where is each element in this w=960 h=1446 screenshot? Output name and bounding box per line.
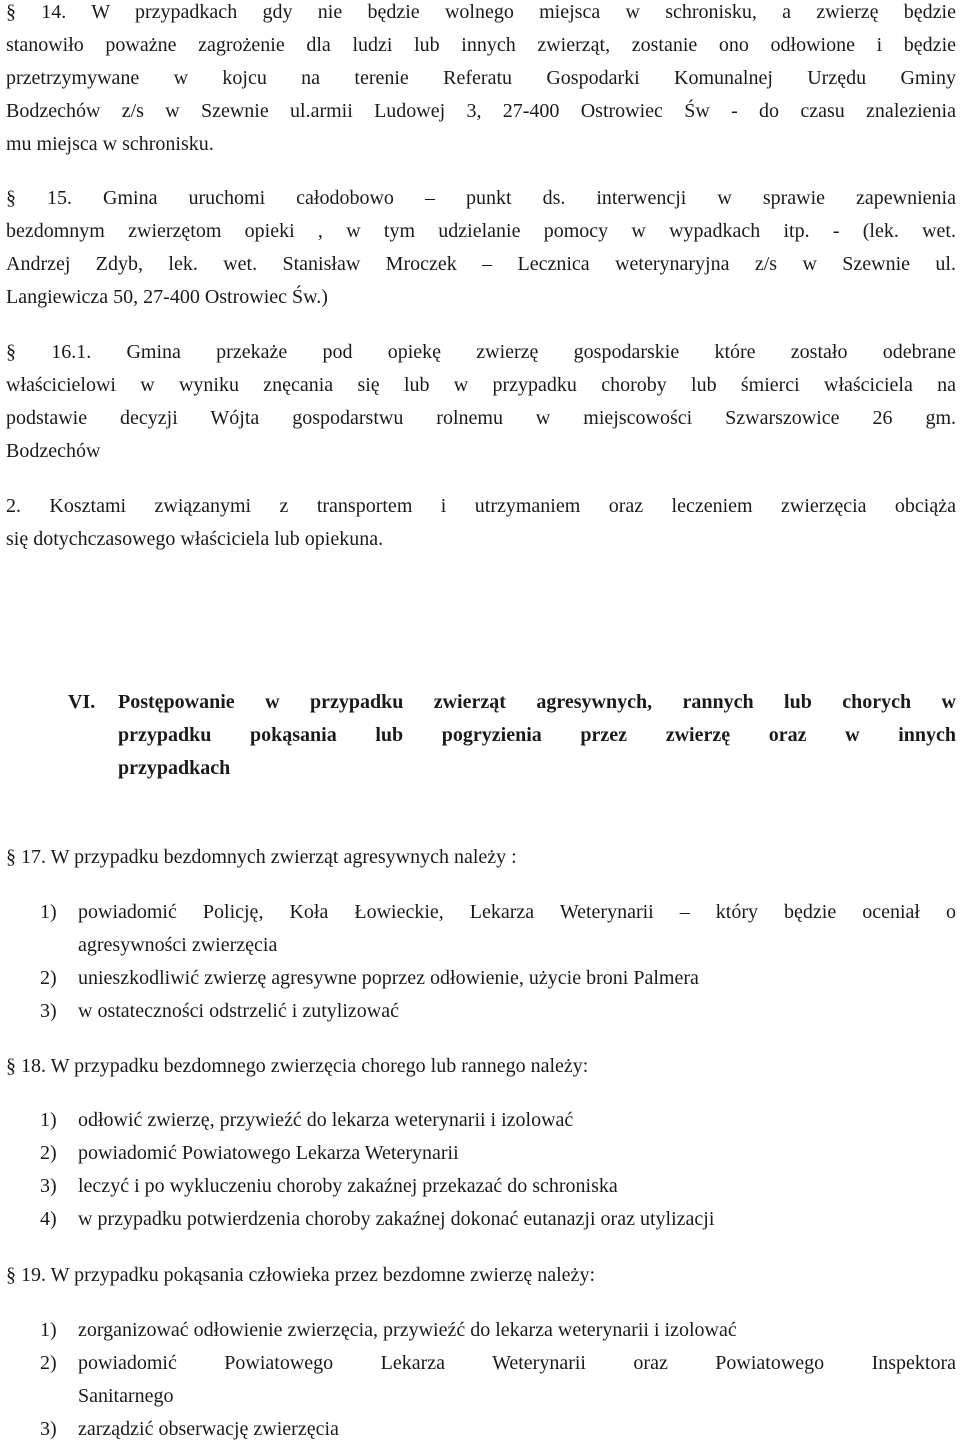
list-item — [40, 1347, 956, 1413]
paragraph-line: Langiewicza 50, 27-400 Ostrowiec Św.) — [6, 286, 328, 308]
section-number: VI. — [68, 691, 96, 713]
paragraph-line: przetrzymywane w kojcu na terenie Referatu Gospodarki Komunalnej Urzędu Gminy — [6, 67, 956, 89]
list-line: odłowić zwierzę, przywieźć do lekarza weterynarii i izolować — [78, 1109, 574, 1131]
list-18 — [40, 1104, 956, 1236]
list-line: zarządzić obserwację zwierzęcia — [78, 1418, 339, 1440]
list-17 — [40, 896, 956, 1028]
list-line: powiadomić Policję, Koła Łowieckie, Lekarza Weterynarii – który będzie oceniał o — [78, 901, 956, 923]
paragraph-16-2 — [6, 490, 956, 556]
paragraph-17-intro — [6, 841, 956, 874]
paragraph-line: podstawie decyzji Wójta gospodarstwu rolnemu w miejscowości Szwarszowice 26 gm. — [6, 407, 956, 429]
list-marker: 3) — [40, 1000, 57, 1022]
list-item — [40, 1137, 956, 1170]
paragraph-line: bezdomnym zwierzętom opieki , w tym udzielanie pomocy w wypadkach itp. - (lek. wet. — [6, 220, 956, 242]
paragraph-line: § 19. W przypadku pokąsania człowieka przez bezdomne zwierzę należy: — [6, 1264, 595, 1286]
list-item — [40, 1413, 956, 1446]
paragraph-line: właścicielowi w wyniku znęcania się lub w przypadku choroby lub śmierci właściciela na — [6, 374, 956, 396]
list-item — [40, 1203, 956, 1236]
list-line: powiadomić Powiatowego Lekarza Weterynarii — [78, 1142, 459, 1164]
list-line: w przypadku potwierdzenia choroby zakaźnej dokonać eutanazji oraz utylizacji — [78, 1208, 715, 1230]
paragraph-line: Bodzechów — [6, 440, 101, 462]
paragraph-line: § 16.1. Gmina przekaże pod opiekę zwierzę gospodarskie które zostało odebrane — [6, 341, 956, 363]
list-item — [40, 896, 956, 962]
section-vi-heading — [68, 686, 956, 785]
heading-line: przypadku pokąsania lub pogryzienia przez zwierzę oraz w innych — [118, 724, 956, 746]
list-line: zorganizować odłowienie zwierzęcia, przywieźć do lekarza weterynarii i izolować — [78, 1319, 737, 1341]
heading-line: Postępowanie w przypadku zwierząt agresywnych, rannych lub chorych w — [118, 691, 956, 713]
list-line: Sanitarnego — [78, 1385, 174, 1407]
paragraph-line: Bodzechów z/s w Szewnie ul.armii Ludowej 3, 27-400 Ostrowiec Św - do czasu znalezienia — [6, 100, 956, 122]
paragraph-line: mu miejsca w schronisku. — [6, 133, 214, 155]
list-marker: 2) — [40, 1142, 57, 1164]
paragraph-line: się dotychczasowego właściciela lub opiekuna. — [6, 528, 384, 550]
list-line: powiadomić Powiatowego Lekarza Weterynarii oraz Powiatowego Inspektora — [78, 1352, 956, 1374]
list-item — [40, 995, 956, 1028]
paragraph-line: § 17. W przypadku bezdomnych zwierząt agresywnych należy : — [6, 846, 517, 868]
list-marker: 1) — [40, 1319, 57, 1341]
paragraph-line: 2. Kosztami związanymi z transportem i utrzymaniem oraz leczeniem zwierzęcia obciąża — [6, 495, 956, 517]
list-marker: 1) — [40, 1109, 57, 1131]
list-marker: 3) — [40, 1175, 57, 1197]
list-item — [40, 1170, 956, 1203]
list-line: unieszkodliwić zwierzę agresywne poprzez odłowienie, użycie broni Palmera — [78, 967, 699, 989]
list-marker: 3) — [40, 1418, 57, 1440]
list-marker: 2) — [40, 967, 57, 989]
list-marker: 2) — [40, 1352, 57, 1374]
list-line: w ostateczności odstrzelić i zutylizować — [78, 1000, 399, 1022]
paragraph-line: Andrzej Zdyb, lek. wet. Stanisław Mroczek – Lecznica weterynaryjna z/s w Szewnie ul. — [6, 253, 956, 275]
paragraph-line: § 18. W przypadku bezdomnego zwierzęcia chorego lub rannego należy: — [6, 1055, 589, 1077]
list-line: leczyć i po wykluczeniu choroby zakaźnej przekazać do schroniska — [78, 1175, 618, 1197]
list-marker: 1) — [40, 901, 57, 923]
paragraph-line: § 14. W przypadkach gdy nie będzie wolnego miejsca w schronisku, a zwierzę będzie — [6, 1, 956, 23]
paragraph-line: stanowiło poważne zagrożenie dla ludzi lub innych zwierząt, zostanie ono odłowione i będzie — [6, 34, 956, 56]
paragraph-19-intro — [6, 1259, 956, 1292]
paragraph-16-1 — [6, 336, 956, 468]
list-line: agresywności zwierzęcia — [78, 934, 278, 956]
paragraph-18-intro — [6, 1050, 956, 1083]
list-item — [40, 1104, 956, 1137]
paragraph-14 — [6, 0, 956, 161]
list-item — [40, 962, 956, 995]
paragraph-line: § 15. Gmina uruchomi całodobowo – punkt ds. interwencji w sprawie zapewnienia — [6, 187, 956, 209]
list-marker: 4) — [40, 1208, 57, 1230]
list-item — [40, 1314, 956, 1347]
list-19 — [40, 1314, 956, 1446]
heading-line: przypadkach — [118, 757, 231, 779]
paragraph-15 — [6, 182, 956, 314]
